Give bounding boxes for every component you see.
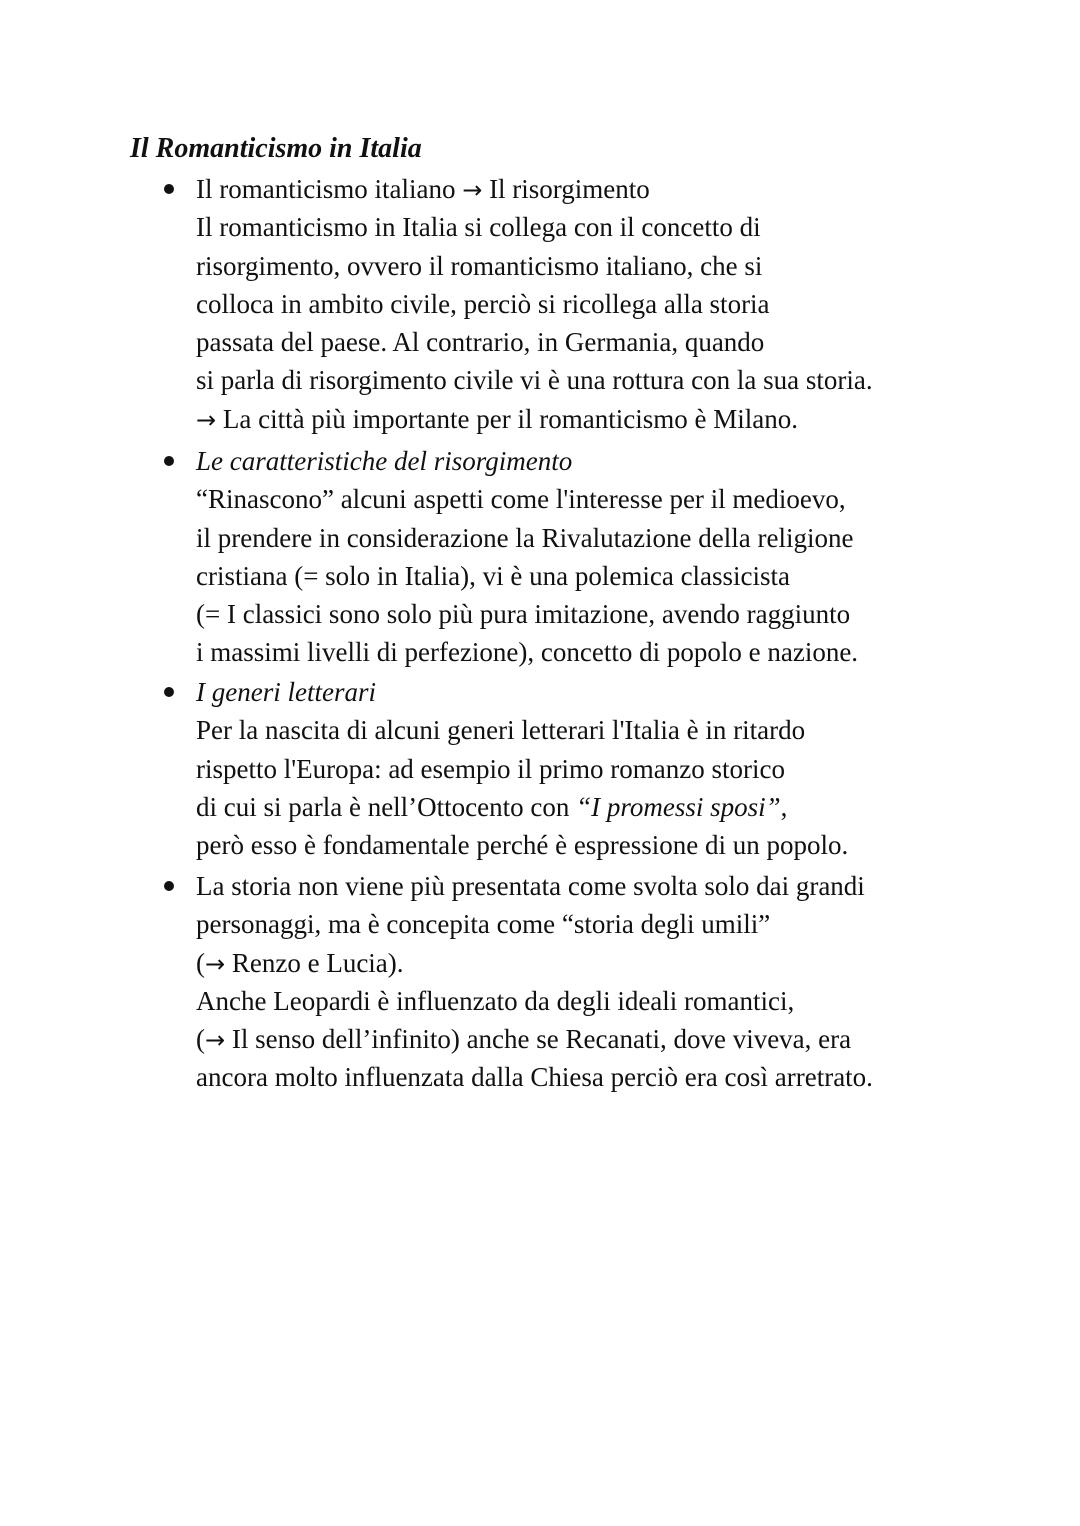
book-title-quote: “I promessi sposi” [576, 791, 781, 822]
paragraph-line: passata del paese. Al contrario, in Germania, quando [196, 327, 765, 358]
bullet-section-caratteristiche [196, 442, 1046, 672]
paragraph-line: ancora molto influenzata dalla Chiesa perciò era così arretrato. [196, 1062, 873, 1093]
paragraph-line: il prendere in considerazione la Rivalutazione della religione [196, 522, 854, 553]
heading-text: Il romanticismo italiano [196, 174, 463, 204]
line-text: ( [196, 947, 205, 978]
paragraph-line: cristiana (= solo in Italia), vi è una polemica classicista [196, 560, 791, 591]
section-heading: I generi letterari [196, 677, 376, 707]
paragraph-line: rispetto l'Europa: ad esempio il primo romanzo storico [196, 753, 785, 784]
paragraph-line [196, 944, 1046, 982]
paragraph-line: Per la nascita di alcuni generi letterari l'Italia è in ritardo [196, 715, 806, 746]
bullet-icon [164, 184, 174, 194]
paragraph-line: si parla di risorgimento civile vi è una rottura con la sua storia. [196, 365, 873, 396]
bullet-icon [164, 456, 174, 466]
paragraph-line: personaggi, ma è concepita come “storia degli umili” [196, 909, 771, 940]
paragraph-line: colloca in ambito civile, perciò si ricollega alla storia [196, 288, 770, 319]
right-arrow-icon: → [462, 176, 483, 204]
right-arrow-icon: → [196, 405, 217, 434]
line-text: Renzo e Lucia). [225, 947, 404, 978]
paragraph-line: però esso è fondamentale perché è espressione di un popolo. [196, 830, 849, 861]
paragraph-line: i massimi livelli di perfezione), concetto di popolo e nazione. [196, 637, 859, 668]
right-arrow-icon: → [205, 1026, 226, 1055]
bullet-icon [164, 881, 174, 891]
line-text: , [780, 791, 788, 822]
section-heading: Le caratteristiche del risorgimento [196, 446, 573, 476]
bullet-section-romanticismo-italiano [196, 170, 1046, 438]
paragraph-line: risorgimento, ovvero il romanticismo italiano, che si [196, 250, 763, 281]
paragraph-line [196, 788, 1046, 826]
line-text: Il senso dell’infinito) anche se Recanati, dove viveva, era [225, 1024, 852, 1055]
paragraph-line: (= I classici sono solo più pura imitazione, avendo raggiunto [196, 599, 851, 630]
paragraph-line [196, 1020, 1046, 1058]
page-title: Il Romanticismo in Italia [130, 133, 422, 164]
bullet-section-generi-letterari [196, 673, 1046, 864]
bullet-section-storia-umili [196, 867, 1046, 1097]
bullet-icon [164, 687, 174, 697]
arrow-line-text: La città più importante per il romanticismo è Milano. [216, 403, 798, 434]
right-arrow-icon: → [205, 949, 226, 978]
paragraph-line [196, 400, 1046, 438]
heading-text: Il risorgimento [482, 174, 650, 204]
paragraph-line: La storia non viene più presentata come svolta solo dai grandi [196, 871, 865, 901]
line-text: ( [196, 1024, 205, 1055]
paragraph-line: “Rinascono” alcuni aspetti come l'interesse per il medioevo, [196, 484, 846, 515]
section-heading [196, 170, 1046, 208]
paragraph-line: Il romanticismo in Italia si collega con il concetto di [196, 212, 761, 243]
paragraph-line: Anche Leopardi è influenzato da degli ideali romantici, [196, 985, 795, 1016]
line-text: di cui si parla è nell’Ottocento con [196, 791, 577, 822]
